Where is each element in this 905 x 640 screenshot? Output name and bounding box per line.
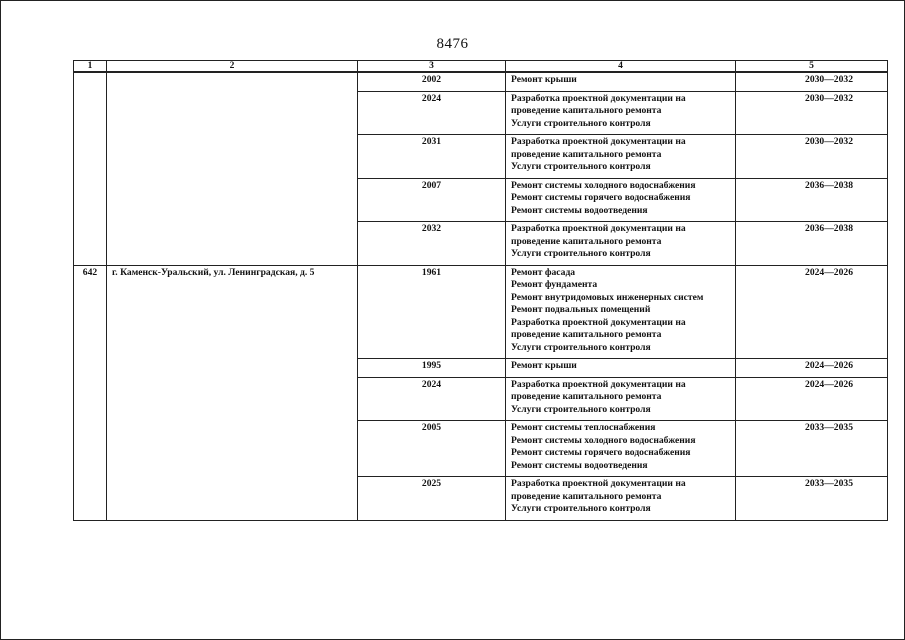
row-number-cell: 642 [74,265,107,520]
year-cell: 2007 [358,178,506,222]
work-item: проведение капитального ремонта [511,329,662,340]
year-cell: 2002 [358,72,506,91]
year-cell: 2005 [358,421,506,477]
work-item: Ремонт системы горячего водоснабжения [511,447,691,458]
column-header: 1 [74,61,107,73]
column-header: 5 [736,61,888,73]
work-item: проведение капитального ремонта [511,148,662,160]
work-item: Ремонт системы холодного водоснабжения [511,434,696,446]
repair-schedule-table [73,60,888,521]
works-cell [506,72,736,91]
work-item: Ремонт подвальных помещений [511,304,651,315]
works-cell [506,222,736,266]
work-item: проведение капитального ремонта [511,235,662,247]
row-number-cell [74,72,107,265]
work-item: Услуги строительного контроля [511,117,651,129]
works-cell [506,377,736,421]
table-row [74,72,888,91]
work-item: Ремонт крыши [511,74,577,85]
period-cell: 2030—2032 [736,135,888,179]
works-cell [506,265,736,359]
column-header: 3 [358,61,506,73]
year-cell: 2025 [358,477,506,521]
year-cell: 2024 [358,91,506,135]
work-item: Ремонт системы горячего водоснабжения [511,192,691,203]
header-row [74,61,888,73]
work-item: Ремонт фасада [511,266,576,278]
work-item: проведение капитального ремонта [511,105,662,116]
works-cell [506,91,736,135]
works-cell [506,178,736,222]
period-cell: 2033—2035 [736,421,888,477]
year-cell: 2031 [358,135,506,179]
period-cell: 2030—2032 [736,91,888,135]
work-item: Ремонт крыши [511,360,577,371]
work-item: Услуги строительного контроля [511,248,651,259]
work-item: Ремонт внутридомовых инженерных систем [511,291,704,303]
column-header: 4 [506,61,736,73]
year-cell: 1961 [358,265,506,359]
table-body [74,72,888,520]
work-item: проведение капитального ремонта [511,391,662,402]
works-cell [506,359,736,378]
address-cell: г. Каменск-Уральский, ул. Ленинградская, д. 5 [107,265,358,520]
work-item: Разработка проектной документации на [511,378,686,390]
period-cell: 2030—2032 [736,72,888,91]
work-item: Разработка проектной документации на [511,136,686,147]
work-item: Ремонт фундамента [511,279,598,290]
period-cell: 2036—2038 [736,178,888,222]
work-item: Услуги строительного контроля [511,403,651,415]
work-item: Услуги строительного контроля [511,161,651,172]
works-cell [506,421,736,477]
period-cell: 2024—2026 [736,377,888,421]
work-item: Разработка проектной документации на [511,223,686,234]
work-item: Ремонт системы водоотведения [511,459,648,471]
work-item: Ремонт системы водоотведения [511,204,648,216]
period-cell: 2036—2038 [736,222,888,266]
address-cell [107,72,358,265]
work-item: Ремонт системы холодного водоснабжения [511,179,696,191]
year-cell: 2032 [358,222,506,266]
year-cell: 2024 [358,377,506,421]
period-cell: 2024—2026 [736,359,888,378]
work-item: Услуги строительного контроля [511,503,651,514]
works-cell [506,477,736,521]
period-cell: 2033—2035 [736,477,888,521]
work-item: Разработка проектной документации на [511,92,686,104]
works-cell [506,135,736,179]
period-cell: 2024—2026 [736,265,888,359]
table-row [74,265,888,359]
year-cell: 1995 [358,359,506,378]
work-item: Разработка проектной документации на [511,316,686,328]
page-number: 8476 [436,36,469,52]
work-item: Разработка проектной документации на [511,478,686,489]
work-item: проведение капитального ремонта [511,490,662,502]
column-header: 2 [107,61,358,73]
work-item: Услуги строительного контроля [511,341,651,353]
work-item: Ремонт системы теплоснабжения [511,422,656,433]
